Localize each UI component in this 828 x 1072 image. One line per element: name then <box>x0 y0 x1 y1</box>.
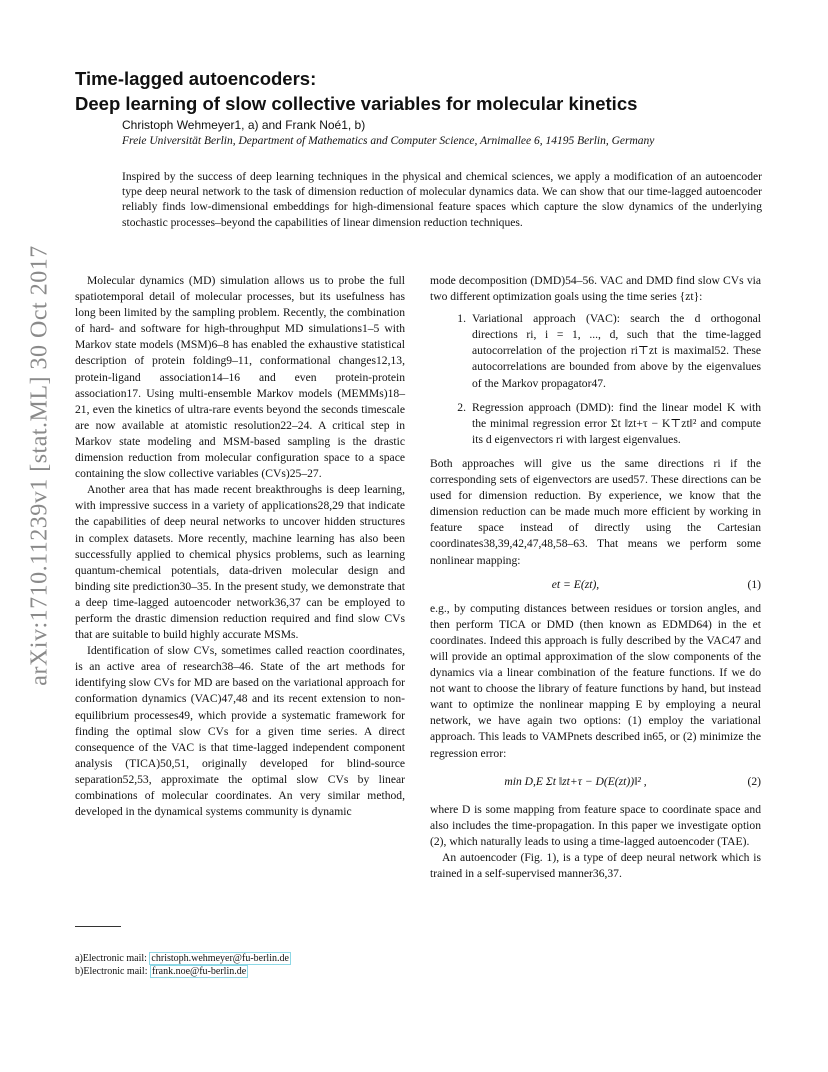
equation-1 <box>430 577 761 593</box>
equation-2 <box>430 774 761 790</box>
paragraph-intro: Molecular dynamics (MD) simulation allows us to probe the full spatiotemporal detail of molecular processes, but its usefulness has long been limited by the sampling problem. Recently, the combination of hard- and software for high-throughput MD simulations1–5 with Markov state models (MSM)6–8 has enabled the exhaustive statistical description of protein folding9–11, conformational changes12,13, protein-ligand association14–16 and even protein-protein association17. Using multi-ensemble Markov models (MEMMs)18–21, even the kinetics of ultra-rare events beyond the seconds timescale are now available at atomistic resolution22–24. A critical step in Markov state modeling and MSM-based sampling is the drastic dimension reduction from molecular configuration space to a space containing the slow collective variables (CVs)25–27. <box>75 274 405 481</box>
equation-1-expression: et = E(zt), <box>551 577 600 591</box>
footnote-a <box>75 952 415 965</box>
footnote-b-label: b)Electronic mail: <box>75 966 150 977</box>
equation-1-number: (1) <box>747 577 761 591</box>
arxiv-stamp <box>20 244 60 686</box>
paper-title <box>75 66 765 116</box>
left-column <box>75 273 405 820</box>
paragraph-slow-cvs: Identification of slow CVs, sometimes called reaction coordinates, is an active area of research38–46. State of the art methods for identifying slow CVs for MD are based on the variational approach for conformation dynamics (VAC)47,48 and its recent extension to non-equilibrium processes49, which provide a systematic framework for finding the optimal slow CVs for a given time series. A direct consequence of the VAC is that time-lagged independent component analysis (TICA)50,51, originally developed for blind-source separation52,53, approximate the optimal slow CVs by linear combinations of molecular coordinates. An very similar method, developed in the dynamical systems community is dynamic <box>75 644 405 819</box>
abstract: Inspired by the success of deep learning techniques in the physical and chemical sciences, we apply a modification of an autoencoder type deep neural network to the task of dimension reduction of molecular dynamics data. We can show that our time-lagged autoencoder reliably finds low-dimensional embeddings for high-dimensional feature spaces which capture the slow dynamics of the underlying stochastic processes–beyond the capabilities of linear dimension reduction techniques. <box>122 170 762 229</box>
equation-2-expression: min D,E Σt ‖zt+τ − D(E(zt))‖² , <box>504 774 647 788</box>
footnote-b <box>75 965 415 978</box>
right-column <box>430 273 761 882</box>
affiliation: Freie Universität Berlin, Department of Mathematics and Computer Science, Arnimallee 6, 14195 Berlin, Germany <box>122 135 655 147</box>
paragraph-approaches: Both approaches will give us the same directions ri if the corresponding sets of eigenvectors are used57. These directions can be used for dimension reduction. By experience, we know that the dimension reduction can be made much more efficient by working in feature space instead of directly using the Cartesian coordinates38,39,42,47,48,58–63. That means we perform some nonlinear mapping: <box>430 456 761 567</box>
paragraph-deep-learning: Another area that has made recent breakthroughs is deep learning, with impressive success in a variety of applications28,29 that indicate the capabilities of deep neural networks to uncover hidden structures in complex datasets. More recently, machine learning has also been successfully applied to chemical physics problems, such as learning quantum-chemical potentials, data-driven molecular design and binding site prediction30–35. In the present study, we demonstrate that a deep time-lagged autoencoder network36,37 can be employed to perform the drastic dimension reduction required and find slow CVs that are suitable to build highly accurate MSMs. <box>75 483 405 642</box>
equation-2-number: (2) <box>747 774 761 788</box>
arxiv-stamp-text: arXiv:1710.11239v1 [stat.ML] 30 Oct 2017 <box>26 244 53 686</box>
list-item <box>430 400 761 448</box>
list-item-number: 1. <box>457 312 466 326</box>
footnote-divider <box>75 926 121 927</box>
footnote-a-label: a)Electronic mail: <box>75 953 150 964</box>
authors: Christoph Wehmeyer1, a) and Frank Noé1, b) <box>122 118 366 132</box>
paragraph-dmd: mode decomposition (DMD)54–56. VAC and DMD find slow CVs via two different optimization goals using the time series {zt}: <box>430 274 761 304</box>
list-item-vac: Variational approach (VAC): search the d orthogonal directions ri, i = 1, ..., d, such that the time-lagged autocorrelation of the projection ri⊤zt is maximal52. These autocorrelations are bounded from above by the eigenvalues of the Markov propagator47. <box>472 312 761 390</box>
list-item <box>430 311 761 391</box>
email-link-noe[interactable]: frank.noe@fu-berlin.de <box>151 966 247 977</box>
paragraph-feature-space: e.g., by computing distances between residues or torsion angles, and then perform TICA or DMD (then known as EDMD64) in the et coordinates. Indeed this approach is fully described by the VAC47 and will provide an optimal approximation of the slow components of the dynamics via a linear combination of the feature functions. If we do not want to choose the library of feature functions by hand, but instead want to optimize the nonlinear mapping E by employing a neural network, we have again two options: (1) employ the variational approach. This leads to VAMPnets described in65, or (2) minimize the regression error: <box>430 601 761 760</box>
paragraph-autoencoder: An autoencoder (Fig. 1), is a type of deep neural network which is trained in a self-supervised manner36,37. <box>430 851 761 881</box>
title-line-1: Time-lagged autoencoders: <box>75 68 317 89</box>
paragraph-option-2: where D is some mapping from feature space to coordinate space and also includes the time-propagation. In this paper we investigate option (2), which naturally leads to using a time-lagged autoencoder (TAE). <box>430 802 761 848</box>
list-item-dmd: Regression approach (DMD): find the linear model K with the minimal regression error Σt ‖zt+τ − K⊤zt‖² and compute its d eigenvectors ri with largest eigenvalues. <box>472 400 761 446</box>
list-item-number: 2. <box>457 400 466 414</box>
footnotes <box>75 952 415 978</box>
title-line-2: Deep learning of slow collective variables for molecular kinetics <box>75 93 638 114</box>
email-link-wehmeyer[interactable]: christoph.wehmeyer@fu-berlin.de <box>151 953 289 964</box>
